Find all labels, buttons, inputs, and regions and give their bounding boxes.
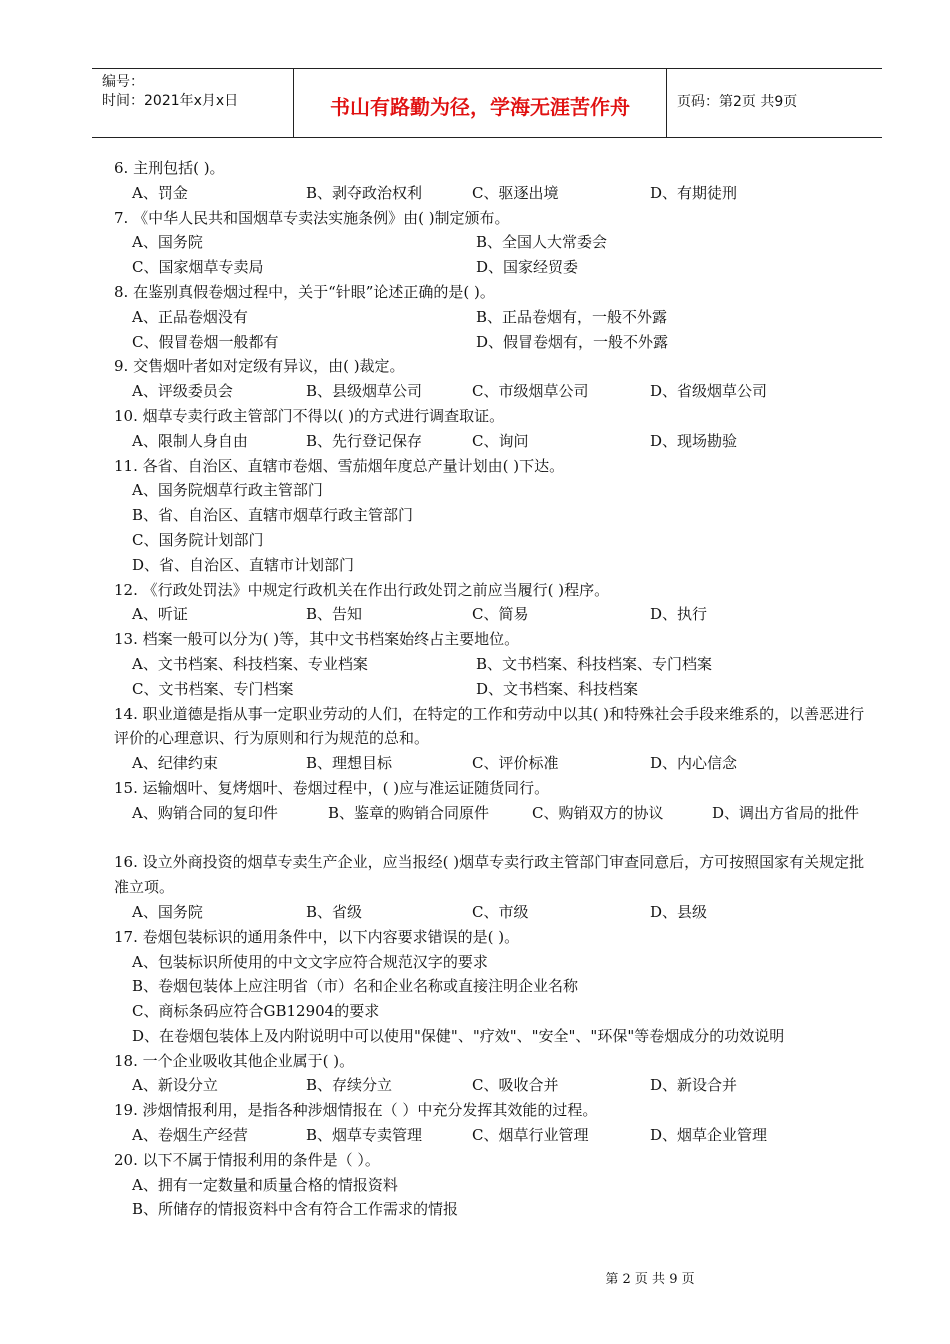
option: B、烟草专卖管理: [306, 1126, 423, 1145]
question-stem: 7. 《中华人民共和国烟草专卖法实施条例》由( )制定颁布。: [114, 208, 510, 227]
options-row: [114, 751, 866, 776]
option: C、询问: [472, 431, 529, 450]
option: B、文书档案、科技档案、专门档案: [476, 654, 713, 673]
option: D、执行: [650, 605, 708, 624]
question-stem: 17. 卷烟包装标识的通用条件中，以下内容要求错误的是( )。: [114, 927, 520, 946]
page-code: 页码：第2页 共9页: [677, 94, 798, 110]
option: C、吸收合并: [472, 1076, 559, 1095]
option: A、国务院: [132, 902, 203, 921]
option: A、购销合同的复印件: [132, 803, 278, 822]
option: B、理想目标: [306, 754, 393, 773]
options-row: [114, 330, 866, 355]
option: B、剥夺政治权利: [306, 183, 423, 202]
question-stem: 10. 烟草专卖行政主管部门不得以( )的方式进行调查取证。: [114, 406, 505, 425]
option: B、告知: [306, 605, 363, 624]
question-stem: 13. 档案一般可以分为( )等，其中文书档案始终占主要地位。: [114, 630, 520, 649]
option: C、驱逐出境: [472, 183, 559, 202]
option: B、全国人大常委会: [476, 233, 608, 252]
option: D、在卷烟包装体上及内附说明中可以使用"保健"、"疗效"、"安全"、"环保"等卷烟成分的功效说明: [132, 1026, 785, 1045]
option: C、烟草行业管理: [472, 1126, 589, 1145]
options-row: [114, 379, 866, 404]
question-stem: 15. 运输烟叶、复烤烟叶、卷烟过程中，( )应与准运证随货同行。: [114, 778, 550, 797]
options-row: [114, 677, 866, 702]
question-stem: 12. 《行政处罚法》中规定行政机关在作出行政处罚之前应当履行( )程序。: [114, 580, 610, 599]
options-row: [114, 602, 866, 627]
option: A、拥有一定数量和质量合格的情报资料: [132, 1175, 398, 1194]
header-page-cell: [667, 69, 882, 137]
option: D、国家经贸委: [476, 258, 579, 277]
question-stem: 9. 交售烟叶者如对定级有异议，由( )裁定。: [114, 357, 405, 376]
option: A、新设分立: [132, 1076, 218, 1095]
option: C、国家烟草专卖局: [132, 258, 264, 277]
option: D、烟草企业管理: [650, 1126, 768, 1145]
option: C、假冒卷烟一般都有: [132, 332, 279, 351]
options-row: [114, 305, 866, 330]
option: C、市级烟草公司: [472, 382, 589, 401]
option: D、内心信念: [650, 754, 738, 773]
option: B、存续分立: [306, 1076, 393, 1095]
option: C、评价标准: [472, 754, 559, 773]
option: D、文书档案、科技档案: [476, 679, 639, 698]
options-row: [114, 230, 866, 255]
option: D、省、自治区、直辖市计划部门: [132, 555, 355, 574]
option: C、购销双方的协议: [532, 803, 664, 822]
option: D、省级烟草公司: [650, 382, 768, 401]
option: B、鉴章的购销合同原件: [328, 803, 490, 822]
option: A、卷烟生产经营: [132, 1126, 248, 1145]
options-row: [114, 181, 866, 206]
option: C、简易: [472, 605, 529, 624]
option: D、假冒卷烟有，一般不外露: [476, 332, 669, 351]
options-row: [114, 900, 866, 925]
question-stem: 8. 在鉴别真假卷烟过程中，关于“针眼”论述正确的是( )。: [114, 282, 495, 301]
option: D、县级: [650, 902, 708, 921]
doc-time-label: 时间：2021年x月x日: [102, 93, 239, 109]
header-motto-cell: [294, 69, 667, 137]
page-header: [92, 68, 882, 138]
options-row: [114, 652, 866, 677]
header-meta: [92, 69, 294, 137]
question-stem: 20. 以下不属于情报利用的条件是（ ）。: [114, 1150, 380, 1169]
option: A、国务院烟草行政主管部门: [132, 481, 323, 500]
question-list: [114, 156, 866, 1222]
option: B、县级烟草公司: [306, 382, 423, 401]
option: B、正品卷烟有，一般不外露: [476, 307, 668, 326]
options-row: [114, 801, 866, 851]
option: C、文书档案、专门档案: [132, 679, 294, 698]
question-stem: 16. 设立外商投资的烟草专卖生产企业，应当报经( )烟草专卖行政主管部门审查同意后，方可按照国家有关规定批准立项。: [114, 853, 865, 897]
page-footer: 第 2 页 共 9 页: [605, 1272, 695, 1287]
question-stem: 11. 各省、自治区、直辖市卷烟、雪茄烟年度总产量计划由( )下达。: [114, 456, 565, 475]
question-stem: 14. 职业道德是指从事一定职业劳动的人们，在特定的工作和劳动中以其( )和特殊社会手段来维系的，以善恶进行评价的心理意识、行为原则和行为规范的总和。: [114, 704, 865, 748]
option: A、罚金: [132, 183, 188, 202]
motto-text: 书山有路勤为径，学海无涯苦作舟: [330, 95, 630, 119]
option: D、现场勘验: [650, 431, 738, 450]
question-stem: 18. 一个企业吸收其他企业属于( )。: [114, 1051, 355, 1070]
option: D、调出方省局的批件: [712, 803, 860, 822]
options-row: [114, 255, 866, 280]
options-row: [114, 1073, 866, 1098]
option: A、评级委员会: [132, 382, 233, 401]
options-row: [114, 429, 866, 454]
option: A、听证: [132, 605, 188, 624]
option: B、先行登记保存: [306, 431, 423, 450]
option: B、省、自治区、直辖市烟草行政主管部门: [132, 506, 414, 525]
option: C、商标条码应符合GB12904的要求: [132, 1002, 380, 1021]
doc-number-label: 编号：: [102, 74, 144, 90]
option: A、文书档案、科技档案、专业档案: [132, 654, 368, 673]
option: D、有期徒刑: [650, 183, 738, 202]
question-stem: 6. 主刑包括( )。: [114, 159, 225, 177]
options-row: [114, 1123, 866, 1148]
option: B、省级: [306, 902, 363, 921]
option: C、国务院计划部门: [132, 530, 264, 549]
option: B、所储存的情报资料中含有符合工作需求的情报: [132, 1200, 459, 1219]
option: C、市级: [472, 902, 529, 921]
option: A、包装标识所使用的中文文字应符合规范汉字的要求: [132, 952, 488, 971]
option: A、国务院: [132, 233, 203, 252]
option: D、新设合并: [650, 1076, 738, 1095]
option: A、限制人身自由: [132, 431, 248, 450]
option: A、纪律约束: [132, 754, 218, 773]
option: B、卷烟包装体上应注明省（市）名和企业名称或直接注明企业名称: [132, 977, 579, 996]
question-stem: 19. 涉烟情报利用，是指各种涉烟情报在（ ）中充分发挥其效能的过程。: [114, 1101, 598, 1120]
option: A、正品卷烟没有: [132, 307, 248, 326]
